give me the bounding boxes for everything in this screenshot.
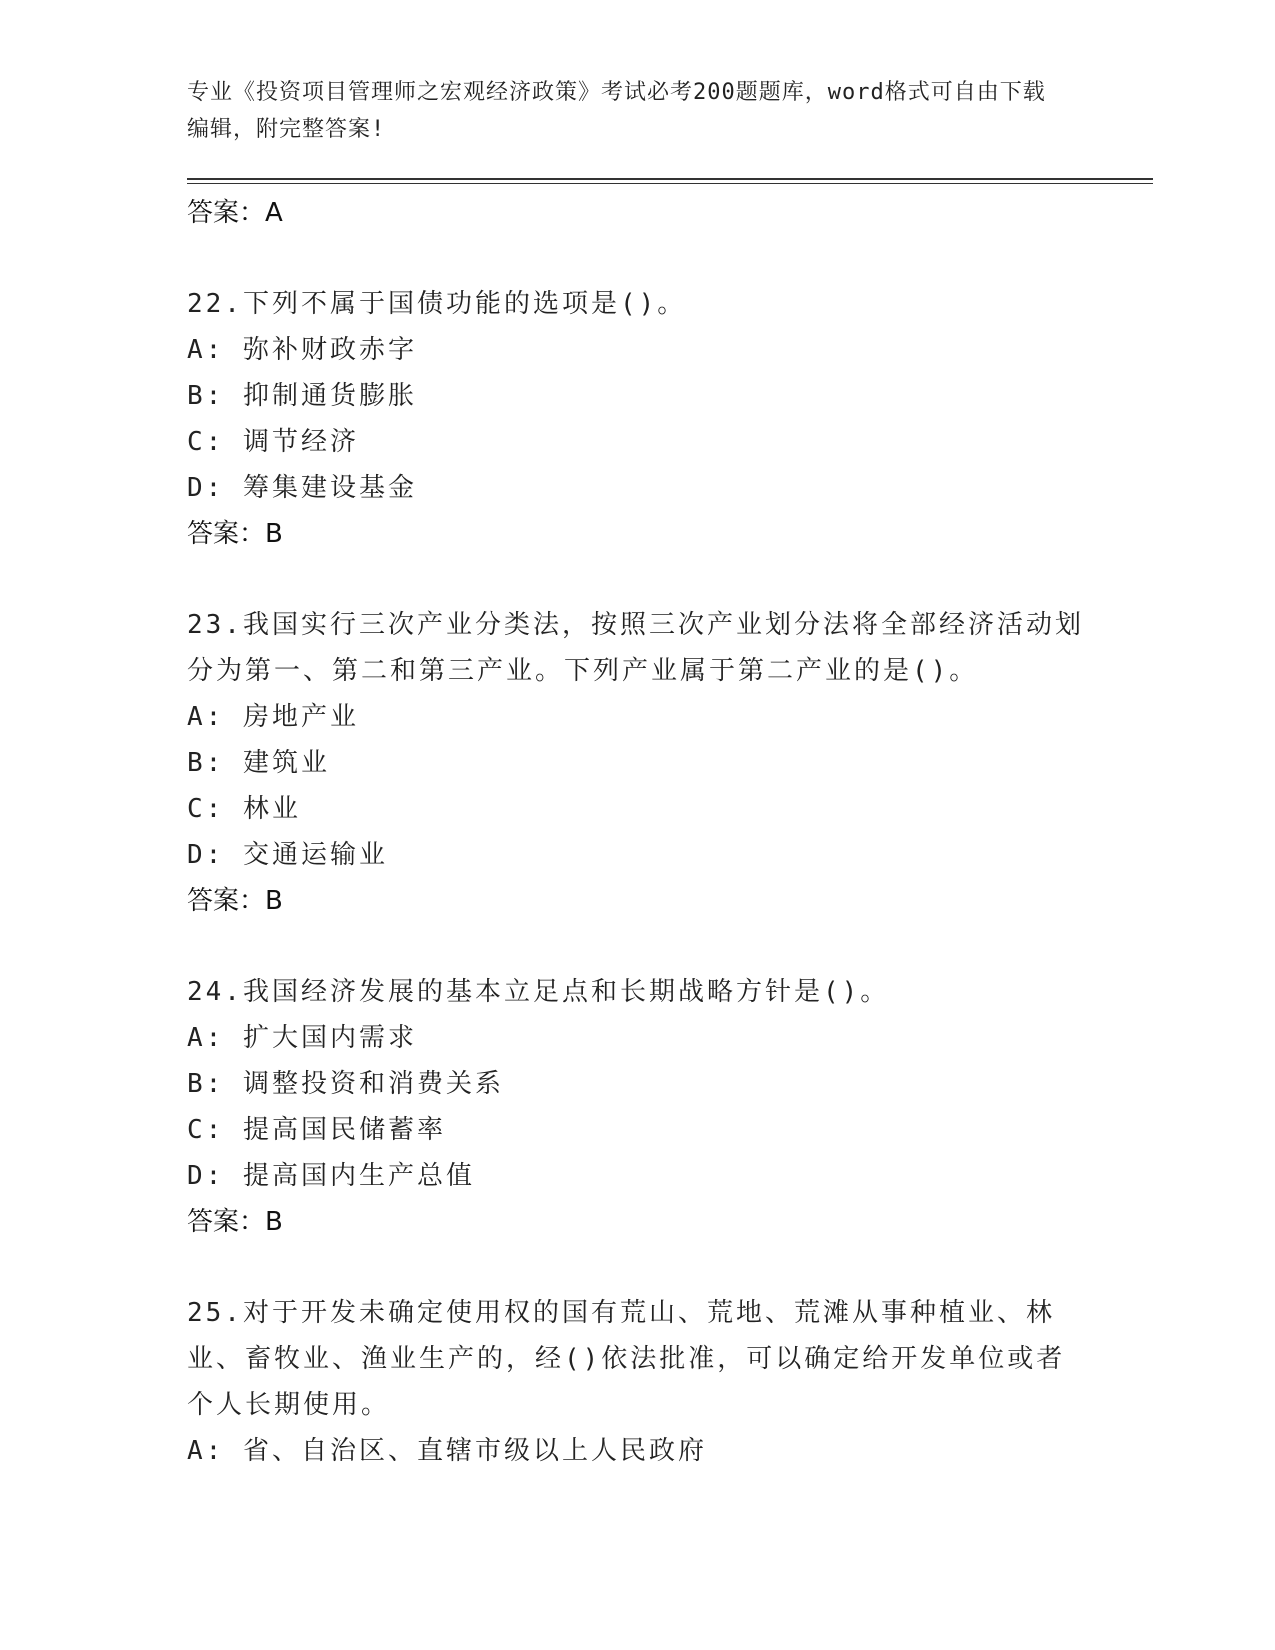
option-d: D: 筹集建设基金 bbox=[187, 473, 417, 503]
answer-line: 答案：B bbox=[187, 519, 283, 549]
document-header: 专业《投资项目管理师之宏观经济政策》考试必考200题题库，word格式可自由下载编辑，附完整答案! bbox=[187, 80, 1046, 142]
header-divider-top bbox=[187, 178, 1153, 180]
option-b: B: 建筑业 bbox=[187, 748, 330, 778]
question-stem: 22.下列不属于国债功能的选项是()。 bbox=[187, 289, 687, 319]
answer-line: 答案：B bbox=[187, 1207, 283, 1237]
question-25 bbox=[187, 1290, 1087, 1474]
answer-line: 答案：A bbox=[187, 198, 283, 228]
header-divider-bottom bbox=[187, 183, 1153, 184]
question-23 bbox=[187, 602, 1087, 924]
option-d: D: 提高国内生产总值 bbox=[187, 1161, 475, 1191]
option-b: B: 抑制通货膨胀 bbox=[187, 381, 417, 411]
option-d: D: 交通运输业 bbox=[187, 840, 388, 870]
question-stem: 25.对于开发未确定使用权的国有荒山、荒地、荒滩从事种植业、林业、畜牧业、渔业生产的，经()依法批准，可以确定给开发单位或者个人长期使用。 bbox=[187, 1298, 1066, 1420]
option-b: B: 调整投资和消费关系 bbox=[187, 1069, 504, 1099]
option-c: C: 调节经济 bbox=[187, 427, 359, 457]
question-22 bbox=[187, 281, 1087, 557]
question-stem: 23.我国实行三次产业分类法，按照三次产业划分法将全部经济活动划分为第一、第二和第三产业。下列产业属于第二产业的是()。 bbox=[187, 610, 1084, 686]
answer-line: 答案：B bbox=[187, 886, 283, 916]
question-24 bbox=[187, 969, 1087, 1245]
question-list bbox=[187, 186, 1087, 1474]
option-c: C: 提高国民储蓄率 bbox=[187, 1115, 446, 1145]
option-a: A: 房地产业 bbox=[187, 702, 359, 732]
question-stem: 24.我国经济发展的基本立足点和长期战略方针是()。 bbox=[187, 977, 890, 1007]
option-a: A: 扩大国内需求 bbox=[187, 1023, 417, 1053]
option-a: A: 省、自治区、直辖市级以上人民政府 bbox=[187, 1436, 707, 1466]
option-c: C: 林业 bbox=[187, 794, 301, 824]
option-a: A: 弥补财政赤字 bbox=[187, 335, 417, 365]
